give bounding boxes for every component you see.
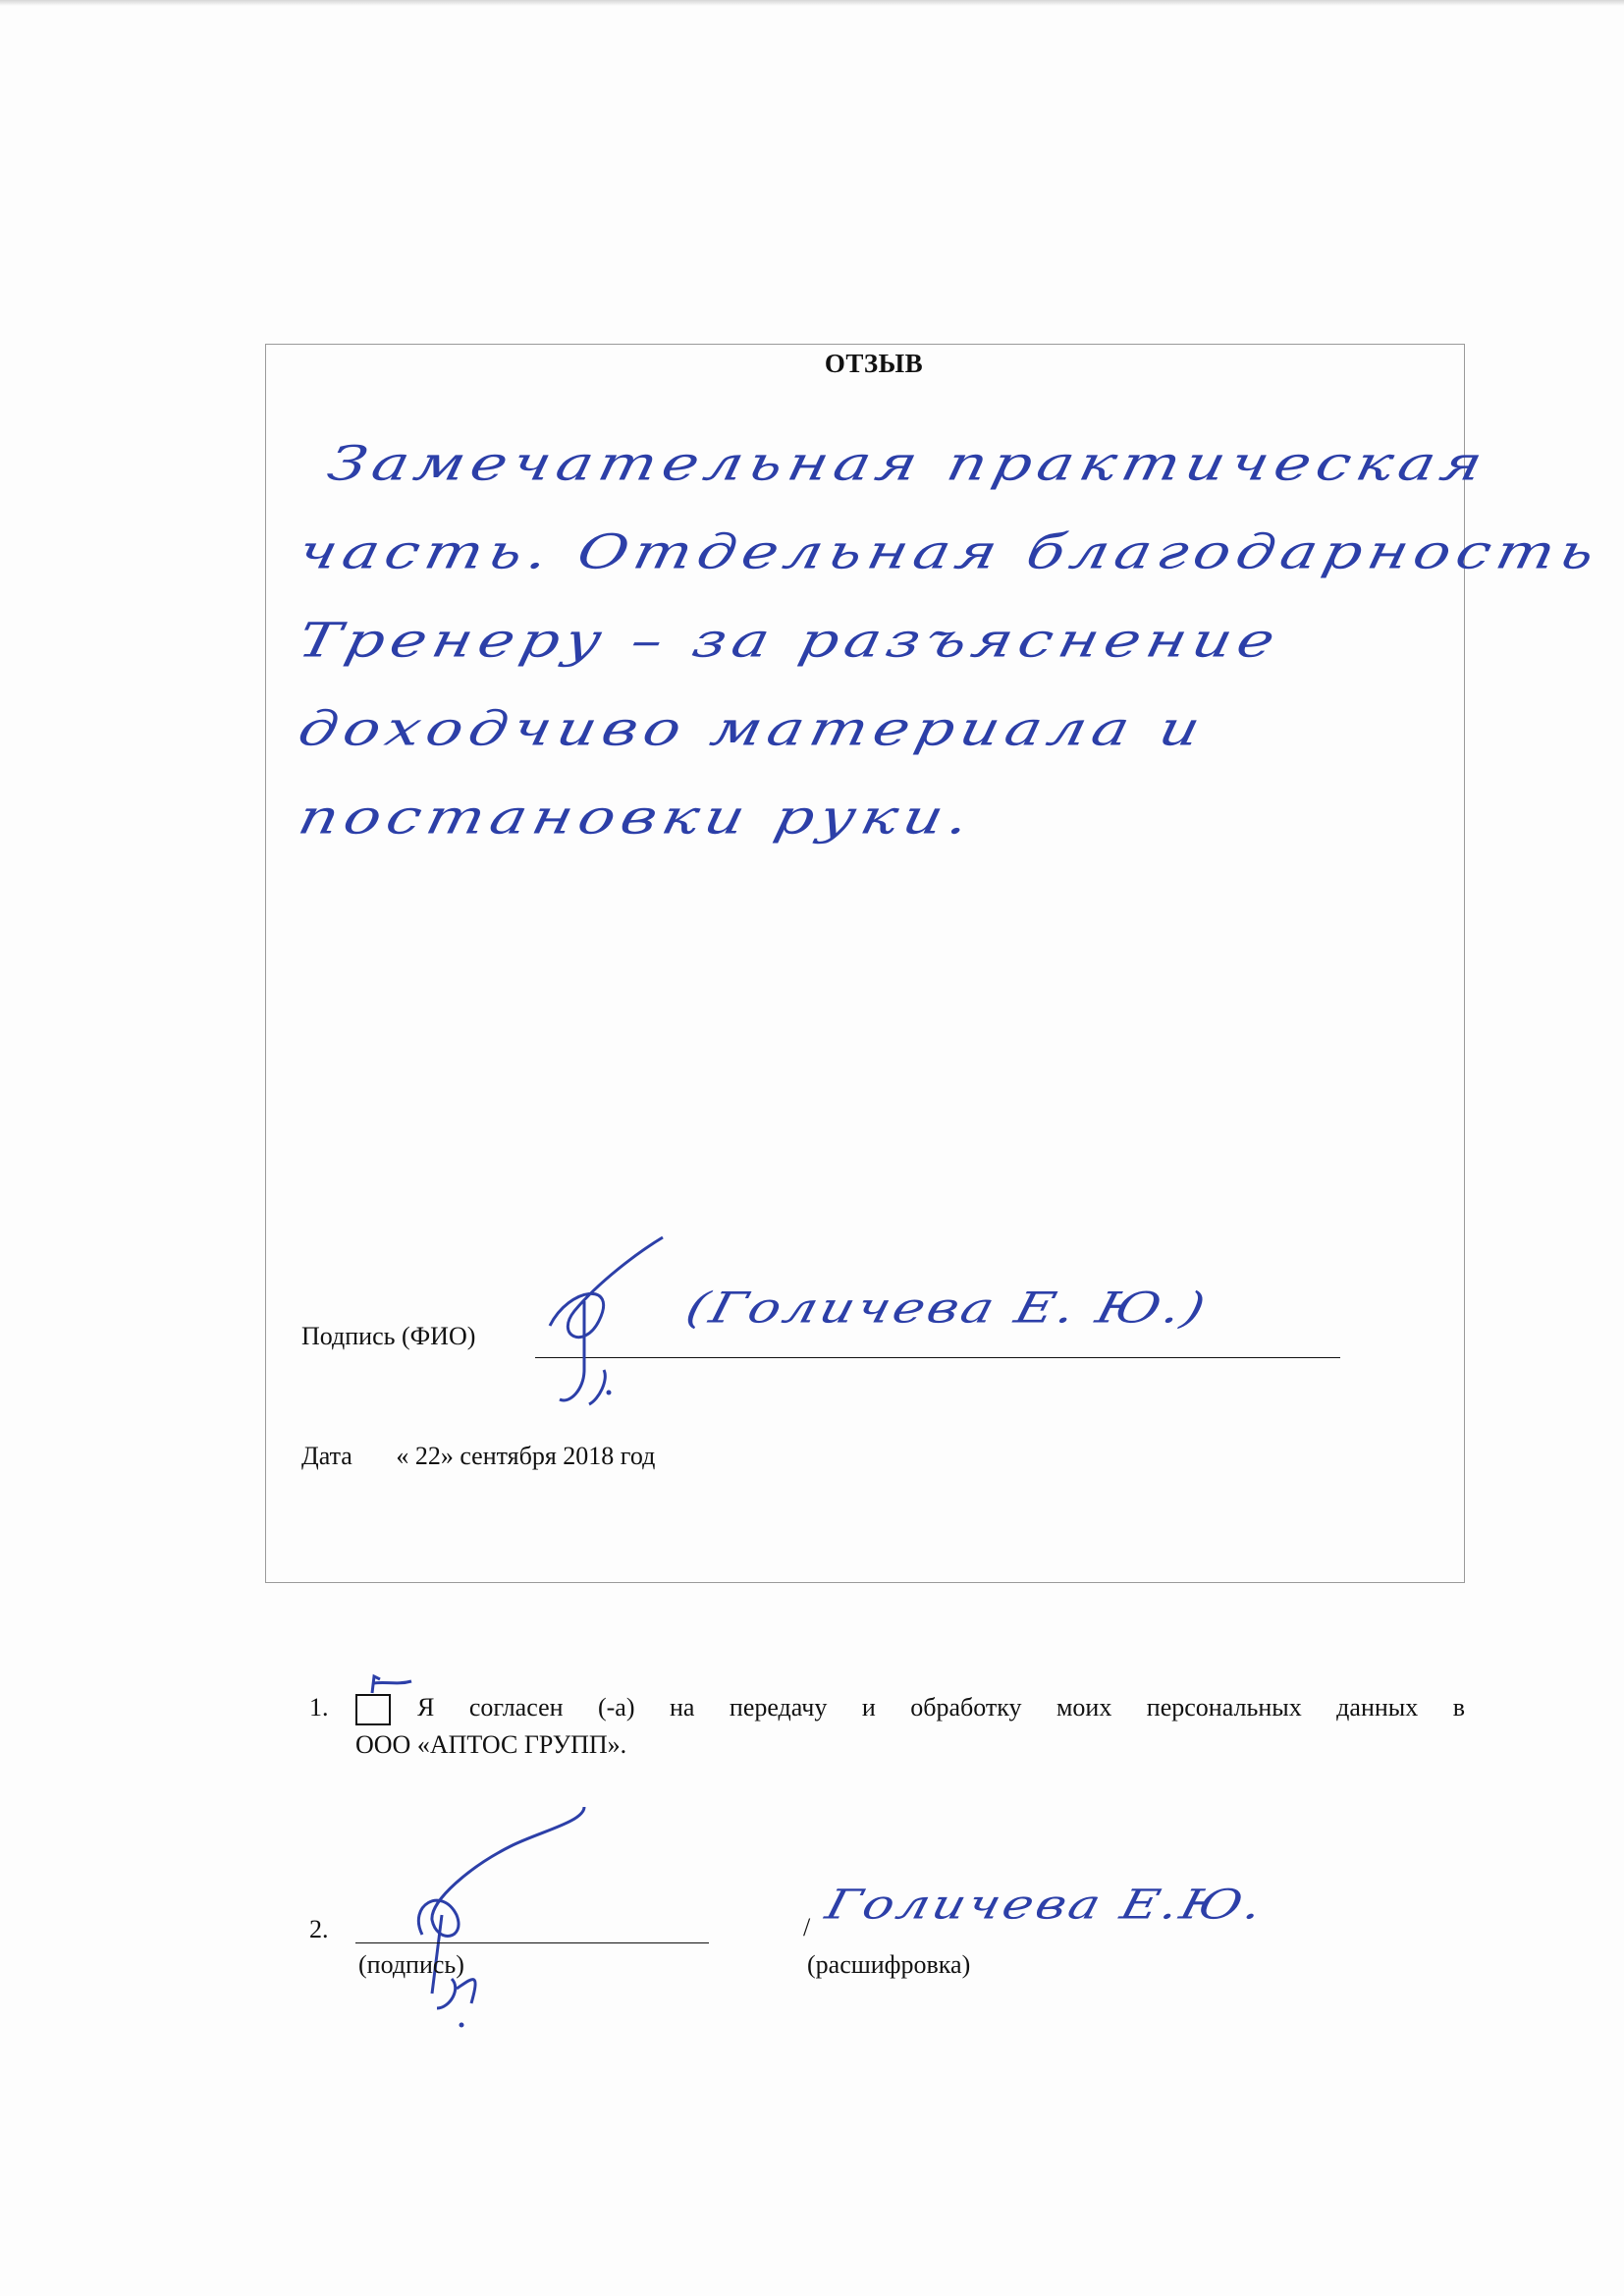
decode-name: Голичева Е.Ю.	[821, 1882, 1271, 1929]
date-row	[301, 1442, 655, 1471]
consent-number: 1.	[309, 1693, 329, 1722]
handwritten-line: доходчиво материала и	[293, 700, 1212, 756]
consent-text-second: ООО «АПТОС ГРУПП».	[355, 1730, 627, 1759]
handwritten-review	[290, 427, 1606, 879]
handwritten-line: постановки руки.	[293, 789, 981, 845]
scan-edge	[0, 0, 1624, 6]
date-value: « 22» сентября 2018 год	[396, 1442, 656, 1470]
date-label: Дата	[301, 1442, 352, 1470]
handwritten-line: Тренеру – за разъяснение	[293, 612, 1286, 668]
checkmark-icon	[351, 1671, 419, 1711]
handwritten-line: Замечательная практическая	[322, 435, 1493, 491]
section-number: 2.	[309, 1915, 329, 1943]
signature-label: Подпись (ФИО)	[301, 1322, 476, 1350]
handwritten-line: часть. Отдельная благодарность	[293, 523, 1606, 579]
consent-item	[301, 1689, 1465, 1764]
decode-caption: (расшифровка)	[807, 1950, 971, 1979]
signature-section	[301, 1882, 1480, 2052]
separator-slash: /	[803, 1913, 811, 1941]
signature-scribble	[530, 1232, 697, 1419]
signature-name: (Голичева Е. Ю.)	[680, 1283, 1214, 1333]
consent-text-first: Я согласен (-а) на передачу и обработку моих персональных данных в	[417, 1693, 1465, 1722]
review-title: ОТЗЫВ	[824, 349, 924, 378]
signature-line	[355, 1942, 709, 1943]
signature-caption: (подпись)	[358, 1950, 464, 1979]
